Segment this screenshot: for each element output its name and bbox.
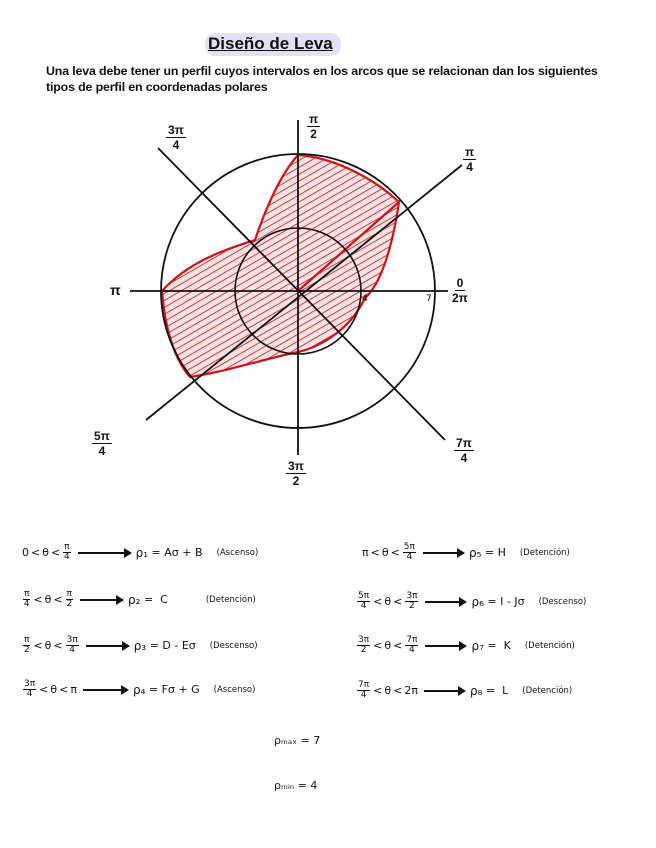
angle-label-pi-over-4: π 4 [465, 145, 475, 174]
arrow-icon [80, 599, 122, 601]
angle-label-5pi-over-4: 5π 4 [94, 429, 110, 458]
angle-label-7pi-over-4: 7π 4 [456, 436, 472, 465]
arrow-icon [424, 690, 464, 692]
arrow-icon [83, 689, 127, 691]
angle-label-3pi-over-2: 3π 2 [288, 459, 304, 488]
arrow-icon [425, 601, 465, 603]
arrow-icon [78, 552, 130, 554]
equation-row-1: 0 < θ < π 4 ρ₁ = Aσ + B (Ascenso) [22, 542, 259, 562]
rho-min: ρₘᵢₙ = 4 [274, 779, 318, 792]
arrow-icon [423, 552, 463, 554]
equation-row-4: 3π 4 < θ < π ρ₄ = Fσ + G (Ascenso) [24, 679, 256, 699]
equation-row-2: π 4 < θ < π 2 ρ₂ = C (Detención) [23, 589, 256, 609]
page-title: Diseño de Leva [205, 33, 341, 56]
equation-row-3: π 2 < θ < 3π 4 ρ₃ = D - Eσ (Descenso) [23, 635, 258, 655]
rho-max: ρₘₐₓ = 7 [274, 734, 321, 747]
equation-row-8: 7π 4 < θ < 2π ρ₈ = L (Detención) [358, 680, 573, 700]
intro-text: Una leva debe tener un perfil cuyos intervalos en los arcos que se relacionan dan los siguientes tipos de perfil en coordenadas polares [46, 64, 598, 94]
equation-row-7: 3π 2 < θ < 7π 4 ρ₇ = K (Detención) [358, 635, 575, 655]
radius-label-outer: 7 [426, 294, 432, 304]
angle-label-3pi-over-4: 3π 4 [168, 123, 184, 152]
angle-label-pi-over-2: π 2 [309, 112, 319, 141]
angle-label-pi: π [110, 282, 121, 298]
angle-label-zero-2pi: 0 2π [452, 276, 468, 305]
equation-row-6: 5π 4 < θ < 3π 2 ρ₆ = I - Jσ (Descenso) [358, 591, 587, 611]
radius-label-inner: 4 [362, 294, 368, 304]
equation-row-5: π < θ < 5π 4 ρ₅ = H (Detención) [362, 542, 570, 562]
arrow-icon [86, 645, 128, 647]
arrow-icon [425, 645, 465, 647]
